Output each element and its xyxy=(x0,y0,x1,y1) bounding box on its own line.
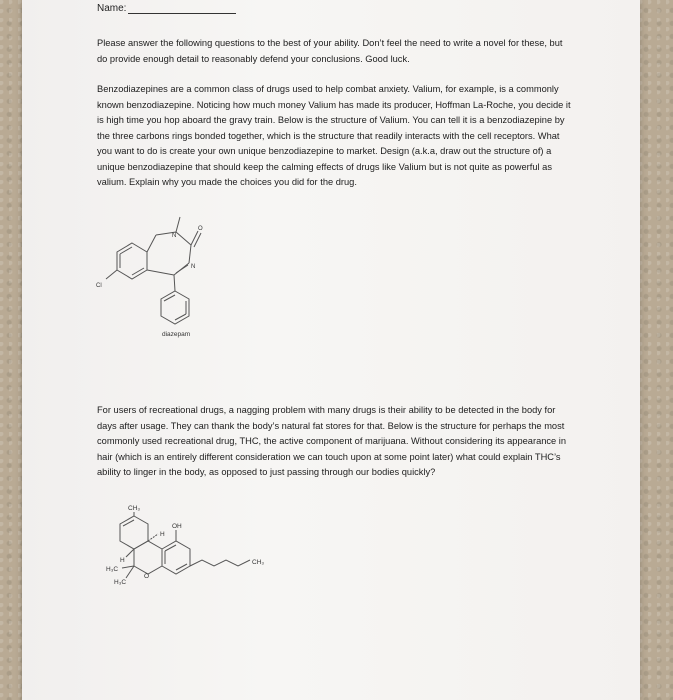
thc-structure xyxy=(84,498,304,598)
thc-ch3-top-label: CH₃ xyxy=(128,505,141,512)
thc-h3c-upper-label: H₃C xyxy=(106,566,119,573)
question1-paragraph: Benzodiazepines are a common class of drugs used to help combat anxiety. Valium, for example, is a commonly known benzodiazepine. Noticing how much money Valium has made its producer, Hoffman La-Roche, you decide it is high time you hop aboard the gravy train. Below is the structure of Valium. You can tell it is a benzodiazepine by the three carbons rings bonded together, which is the structure that readily interacts with the cell receptors. What you want to do is create your own unique benzodiazepine to market. Design (a.k.a, draw out the structure of) a unique benzodiazepine that should keep the calming effects of drugs like Valium but is not quite as powerful as valium. Explain why you made the choices you did for the drug. xyxy=(97,84,571,187)
thc-h3c-lower-label: H₃C xyxy=(114,579,127,586)
diazepam-caption: diazepam xyxy=(162,331,191,338)
thc-h-top-label: H xyxy=(160,531,165,538)
name-label: Name: xyxy=(97,3,127,14)
question2-paragraph: For users of recreational drugs, a nagging problem with many drugs is their ability to be detected in the body for days after usage. They can thank the body’s natural fat stores for that. Below is the structure for perhaps the most commonly used recreational drug, THC, the active component of marijuana. Without considering its appearance in hair (which is an entirely different consideration we can touch upon at some point later) what could explain THC’s ability to linger in the body, as opposed to just passing through our bodies quickly? xyxy=(97,405,567,477)
diazepam-n1-label: N xyxy=(172,233,177,239)
intro-paragraph: Please answer the following questions to the best of your ability. Don’t feel the need to write a novel for these, but do provide enough detail to reasonably defend your conclusions. Good luck. xyxy=(97,38,563,64)
name-blank-line xyxy=(128,4,236,14)
worksheet-page xyxy=(22,0,640,700)
thc-oh-label: OH xyxy=(172,523,182,530)
name-field xyxy=(97,3,236,14)
diazepam-n2-label: N xyxy=(191,264,196,270)
thc-ch3-right-label: CH₃ xyxy=(252,559,265,566)
thc-h-left-label: H xyxy=(120,557,125,564)
diazepam-o-label: O xyxy=(198,226,203,232)
diazepam-structure xyxy=(92,205,252,345)
diazepam-cl-label: Cl xyxy=(96,283,102,289)
thc-o-label: O xyxy=(144,573,150,580)
